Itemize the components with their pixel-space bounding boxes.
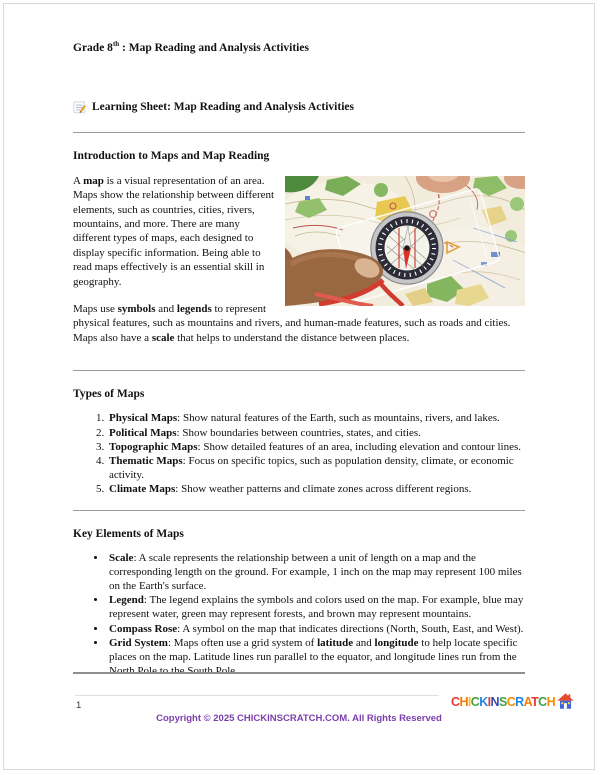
types-heading: Types of Maps (73, 388, 145, 401)
intro-paragraph-2: Maps use symbols and legends to represent physical features, such as mountains and rivers, and human-made features, such as roads and cities. Maps also have a scale that helps to understand the distance between places. (73, 303, 511, 344)
intro-section (73, 174, 525, 345)
list-item: 1. Physical Maps: Show natural features of the Earth, such as mountains, rivers, and lakes. (107, 411, 525, 425)
page-number: 1 (76, 700, 82, 711)
list-item: 2. Political Maps: Show boundaries between countries, states, and cities. (107, 426, 525, 440)
key-elements-heading: Key Elements of Maps (73, 527, 184, 540)
copyright-text: Copyright © 2025 CHICKINSCRATCH.COM. All Rights Reserved (156, 713, 442, 724)
page-footer (73, 672, 555, 742)
list-item: • Compass Rose: A symbol on the map that indicates directions (North, South, East, and West). (107, 622, 525, 636)
list-item: 5. Climate Maps: Show weather patterns and climate zones across different regions. (107, 482, 525, 496)
list-item: • Scale: A scale represents the relationship between a unit of length on a map and the corresponding length on the ground. For example, 1 inch on the map may represent 100 miles on the Earth's surface. (107, 551, 525, 594)
list-item: 4. Thematic Maps: Focus on specific topics, such as population density, climate, or economic activity. (107, 454, 525, 482)
footer-divider (73, 672, 525, 674)
intro-heading: Introduction to Maps and Map Reading (73, 149, 270, 162)
chickinscratch-logo (451, 693, 574, 710)
memo-icon (73, 101, 86, 114)
compass-map-photo (285, 176, 525, 306)
list-item: 3. Topographic Maps: Show detailed features of an area, including elevation and contour lines. (107, 440, 525, 454)
house-icon (557, 693, 574, 710)
footer-thin-divider (75, 695, 439, 696)
divider (73, 370, 525, 371)
map-types-list (73, 411, 525, 496)
sheet-title (73, 101, 525, 114)
list-item: • Grid System: Maps often use a grid system of latitude and longitude to help locate specific places on the map. Latitude lines run parallel to the equator, and longitude lines run from the North Pole to the South Pole. (107, 636, 525, 679)
grade-title: Grade 8th : Map Reading and Analysis Activities (73, 40, 309, 54)
key-elements-list (73, 551, 525, 679)
divider (73, 510, 525, 511)
document-page (3, 3, 595, 770)
document-content (4, 4, 594, 678)
intro-paragraph-1: A map is a visual representation of an area. Maps show the relationship between different elements, such as countries, cities, rivers, mountains, and more. There are many different types of maps, each designed to display specific information. Being able to read maps effectively is an essential skill in geography. (73, 174, 275, 288)
sheet-title-label: Learning Sheet: Map Reading and Analysis Activities (92, 101, 354, 114)
logo-wordmark: CHICKINSCRATCH (451, 694, 555, 709)
list-item: • Legend: The legend explains the symbols and colors used on the map. For example, blue may represent water, green may represent forests, and brown may represent mountains. (107, 593, 525, 621)
divider (73, 132, 525, 133)
